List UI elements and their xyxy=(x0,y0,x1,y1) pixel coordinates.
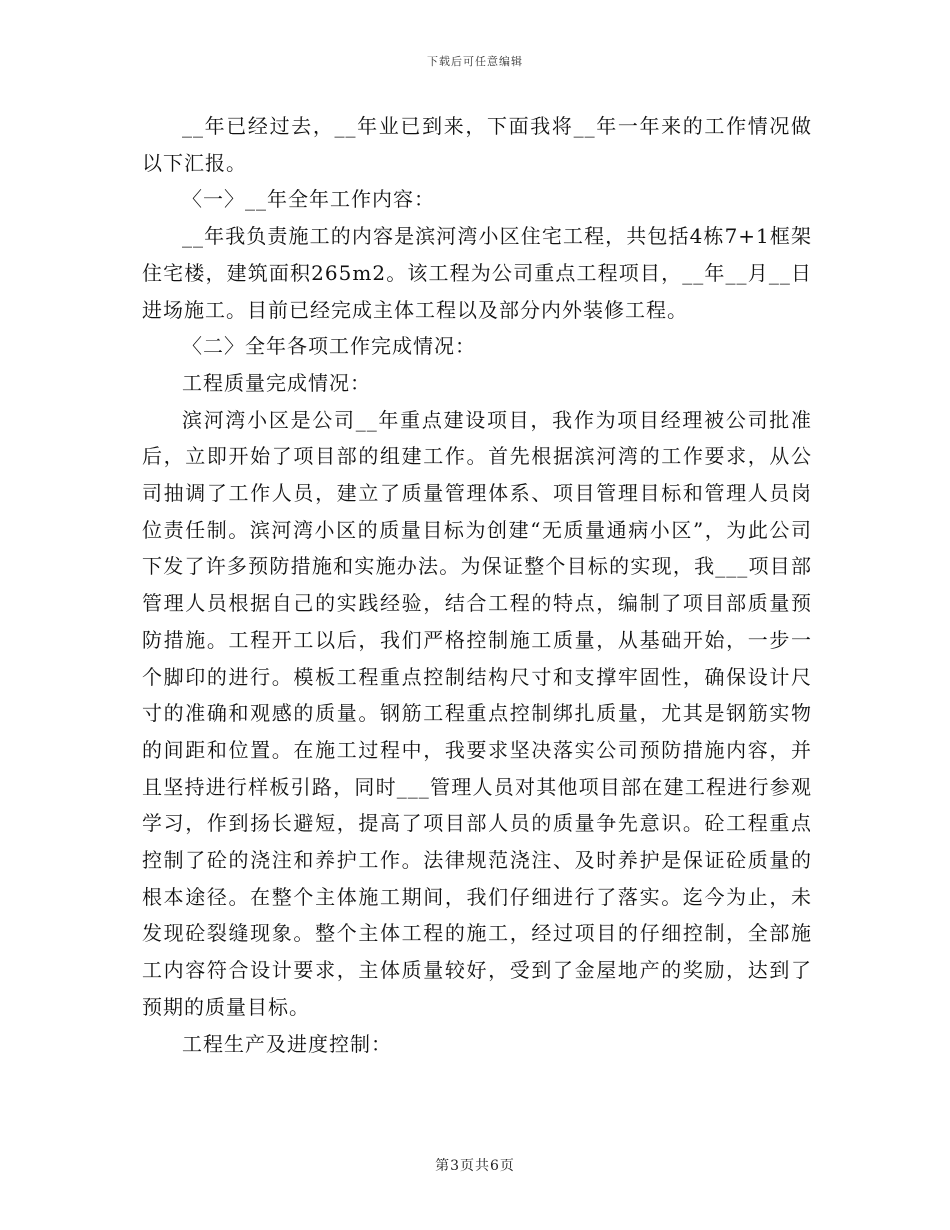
paragraph-work-content: __年我负责施工的内容是滨河湾小区住宅工程，共包括4栋7+1框架住宅楼，建筑面积265m2。该工程为公司重点工程项目，__年__月__日进场施工。目前已经完成主体工程以及部分内外装修工程。 xyxy=(142,224,812,322)
section-heading-completion: 〈二〉全年各项工作完成情况： xyxy=(182,334,476,359)
document-body xyxy=(142,108,812,1062)
paragraph-intro: __年已经过去，__年业已到来，下面我将__年一年来的工作情况做以下汇报。 xyxy=(142,114,812,175)
section-heading-work-content: 〈一〉__年全年工作内容： xyxy=(182,187,435,212)
paragraph-quality: 滨河湾小区是公司__年重点建设项目，我作为项目经理被公司批准后，立即开始了项目部的组建工作。首先根据滨河湾的工作要求，从公司抽调了工作人员，建立了质量管理体系、项目管理目标和管理人员岗位责任制。滨河湾小区的质量目标为创建“无质量通病小区”，为此公司下发了许多预防措施和实施办法。为保证整个目标的实现，我___项目部管理人员根据自己的实践经验，结合工程的特点，编制了项目部质量预防措施。工程开工以后，我们严格控制施工质量，从基础开始，一步一个脚印的进行。模板工程重点控制结构尺寸和支撑牢固性，确保设计尺寸的准确和观感的质量。钢筋工程重点控制绑扎质量，尤其是钢筋实物的间距和位置。在施工过程中，我要求坚决落实公司预防措施内容，并且坚持进行样板引路，同时___管理人员对其他项目部在建工程进行参观学习，作到扬长避短，提高了项目部人员的质量争先意识。砼工程重点控制了砼的浇注和养护工作。法律规范浇注、及时养护是保证砼质量的根本途径。在整个主体施工期间，我们仔细进行了落实。迄今为止，未发现砼裂缝现象。整个主体工程的施工，经过项目的仔细控制，全部施工内容符合设计要求，主体质量较好，受到了金屋地产的奖励，达到了预期的质量目标。 xyxy=(142,407,812,1019)
subheading-progress: 工程生产及进度控制： xyxy=(182,1031,392,1056)
page-header: 下载后可任意编辑 xyxy=(427,55,523,68)
page-number: 第3页共6页 xyxy=(435,1158,515,1174)
subheading-quality: 工程质量完成情况： xyxy=(182,370,371,395)
